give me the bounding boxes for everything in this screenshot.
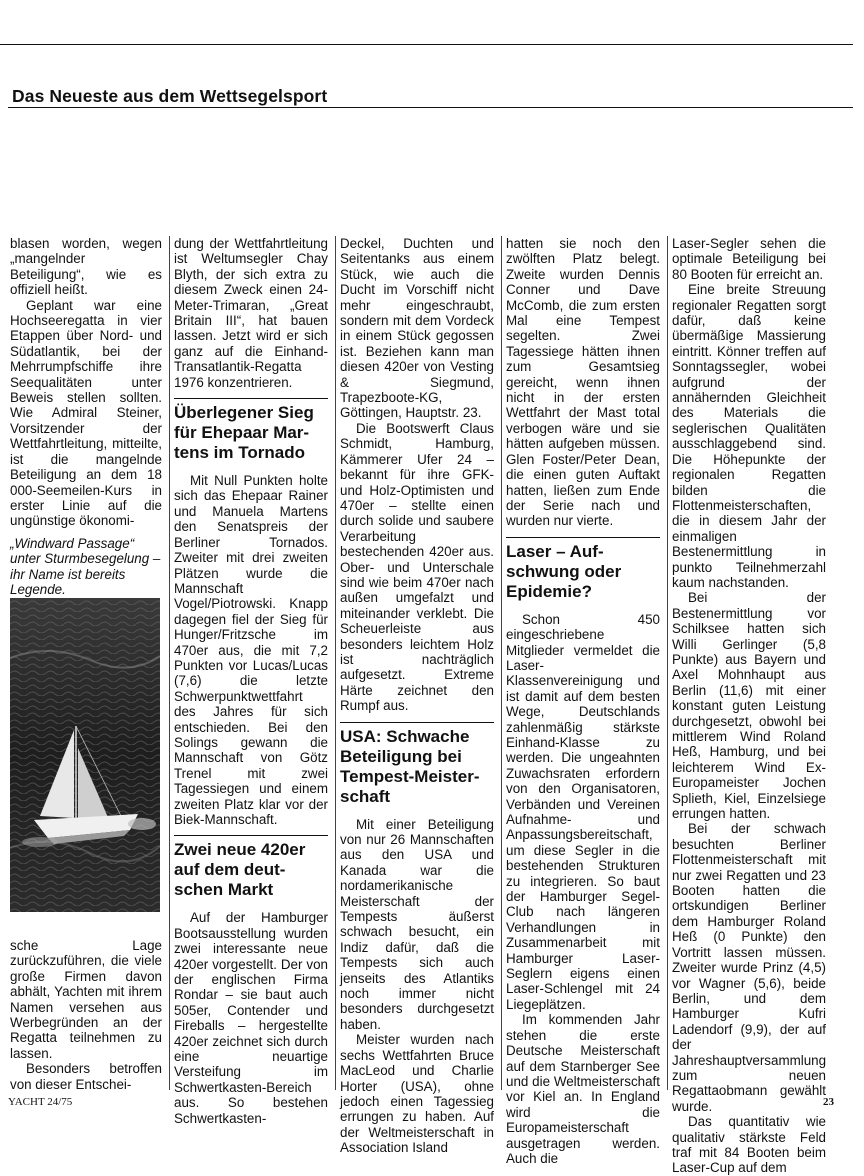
paragraph: Schon 450 eingeschriebene Mitglieder vermeldet die Laser-Klassenvereinigung und ist damit auf dem besten Wege, Deutschlands zahlenmäßig stärkste Einhand-Klasse zu werden. Die ungeahnten Zuwachsraten erfordern von den Organisatoren, Verbänden und Vereinen Aufnahme- und Anpassungsbereitschaft, um diese Segler in die bestehenden Strukturen zu integrieren. So baut der Hamburger Segel-Club nach längeren Verhandlungen in Zusammenarbeit mit Hamburger Laser-Seglern eigens einen Laser-Schlengel mit 24 Liegeplätzen. bbox=[506, 611, 660, 1012]
paragraph: dung der Wettfahrtleitung ist Weltumsegler Chay Blyth, der sich extra zu diesem Zweck einen 24-Meter-Trimaran, „Great Britain III“, hat bauen lassen. Jetzt wird er sich ganz auf die Einhand-Transatlantik-Regatta 1976 konzentrieren. bbox=[174, 236, 328, 390]
paragraph: Die Bootswerft Claus Schmidt, Hamburg, Kämmerer Ufer 24 – bekannt für ihre GFK- und Holz-Optimisten und 470er – stellte einen durch solide und saubere Verarbeitung bestechenden 420er aus. Ober- und Unterschale sind wie beim 470er nach außen umgefalzt und miteinander verklebt. Die Scheuerleiste aus besonders leichtem Holz ist nachträglich aufgesetzt. Extreme Härte zeichnet den Rumpf aus. bbox=[340, 420, 494, 714]
paragraph: Bei der Bestenermittlung vor Schilksee hatten sich Willi Gerlinger (5,8 Punkte) aus Bayern und Axel Mohnhaupt aus Berlin (11,6) mit einer konstant guten Leistung durchgesetzt, obwohl bei mittlerem Wind Roland Heß, Hamburg, und bei leichterem Wind Ex-Europameister Jochen Splieth, Kiel, Einzelsiege errungen hatten. bbox=[672, 590, 826, 822]
headline-line: für Ehepaar Mar- bbox=[174, 423, 310, 443]
photo-caption: „Windward Passage“ unter Sturmbesegelung – ihr Name ist bereits Legende. bbox=[10, 536, 161, 598]
column-divider bbox=[501, 236, 502, 1090]
paragraph: Meister wurden nach sechs Wettfahrten Bruce MacLeod und Charlie Horter (USA), ohne jedoch einen Tagessieg errungen zu haben. Auf der Weltmeisterschaft in Association Island bbox=[340, 1032, 494, 1156]
headline-line: USA: Schwache bbox=[340, 726, 470, 746]
article-headline-420er bbox=[174, 835, 328, 900]
headline-line: Tempest-Meister- bbox=[340, 766, 480, 786]
paragraph: Bei der schwach besuchten Berliner Flottenmeisterschaft mit nur zwei Regatten und 23 Booten hatten die ortskundigen Berliner dem Hamburger Roland Heß (0 Punkte) den Vortritt lassen müssen. Zweiter wurde Prinz (4,5) vor Wagner (5,6), beide Berlin, und dem Hamburger Kufri Ladendorf (9,9), der auf der Jahreshauptversammlung zum neuen Regattaobmann gewählt wurde. bbox=[672, 821, 827, 1114]
sailing-yacht-image bbox=[10, 598, 160, 912]
article-headline-tornado bbox=[174, 398, 328, 463]
column-divider bbox=[335, 236, 336, 1090]
article-headline-tempest bbox=[340, 722, 494, 807]
column-2 bbox=[174, 236, 328, 1126]
page-number: 23 bbox=[823, 1096, 834, 1108]
headline-line: auf dem deut- bbox=[174, 860, 286, 880]
paragraph: Im kommenden Jahr stehen die erste Deutsche Meisterschaft auf dem Starnberger See und die Weltmeisterschaft vor Kiel an. In England wird die Europameisterschaft ausgetragen werden. Auch die bbox=[506, 1012, 660, 1166]
headline-line: Beteiligung bei bbox=[340, 746, 462, 766]
headline-line: Laser – Auf- bbox=[506, 541, 604, 561]
headline-line: Epidemie? bbox=[506, 581, 592, 601]
column-divider bbox=[667, 236, 668, 1090]
column-3 bbox=[340, 236, 494, 1156]
headline-line: Überlegener Sieg bbox=[174, 403, 314, 423]
top-rule bbox=[0, 44, 853, 45]
paragraph: Geplant war eine Hochseeregatta in vier Etappen über Nord- und Südatlantik, bei der Mehrrumpfschiffe ihre Seequalitäten unter Beweis stellen sollten. Wie Admiral Steiner, Vorsitzender der Wettfahrtleitung, mitteilte, ist die mangelnde Beteiligung an dem 18 000-Seemeilen-Kurs in erster Linie auf die ungünstige ökonomi- bbox=[10, 297, 162, 529]
headline-line: schaft bbox=[340, 786, 391, 806]
article-headline-laser bbox=[506, 537, 660, 602]
column-5 bbox=[672, 236, 826, 1176]
paragraph: Mit Null Punkten holte sich das Ehepaar Rainer und Manuela Martens den Senatspreis der Berliner Tornados. Zweiter mit drei zweiten Plätzen wurde die Mannschaft Vogel/Piotrowski. Knapp dagegen fiel der Sieg für Hunger/Fritzsche im 470er aus, die mit 7,2 Punkten vor Lucas/Lucas (7,6) die letzte Schwerpunktwettfahrt des Jahres für sich entschieden. Bei den Solings gewann die Mannschaft von Götz Trenel mit zwei Tagessiegen und einem zweiten Platz klar vor der Biek-Mannschaft. bbox=[174, 473, 328, 827]
column-1 bbox=[10, 236, 162, 529]
paragraph: Das quantitativ wie qualitativ stärkste Feld traf mit 84 Booten beim Laser-Cup auf dem bbox=[672, 1114, 826, 1176]
paragraph: Mit einer Beteiligung von nur 26 Mannschaften aus den USA und Kanada war die nordamerikanische Meisterschaft der Tempests äußerst schwach besucht, ein Indiz dafür, daß die Tempests sich auch jenseits des Atlantiks noch immer nicht besonders durchgesetzt haben. bbox=[340, 816, 494, 1032]
column-divider bbox=[169, 236, 170, 1090]
column-1-bottom bbox=[10, 938, 162, 1092]
section-title-rule bbox=[8, 107, 853, 108]
paragraph: Deckel, Duchten und Seitentanks aus einem Stück, wie auch die Ducht im Vorschiff nicht mehr eingeschraubt, sondern mit dem Vordeck in einem Stück gegossen ist. Beziehen kann man diesen 420er von Vesting & Siegmund, Trapezboote-KG, Göttingen, Hauptstr. 23. bbox=[340, 236, 494, 421]
column-4 bbox=[506, 236, 660, 1166]
paragraph: sche Lage zurückzuführen, die viele große Firmen davon abhält, Yachten mit ihrem Namen versehen aus Werbegründen an der Regatta teilnehmen zu lassen. bbox=[10, 938, 162, 1061]
headline-line: schwung oder bbox=[506, 561, 622, 581]
headline-line: tens im Tornado bbox=[174, 443, 305, 463]
paragraph: Eine breite Streuung regionaler Regatten sorgt dafür, daß keine übermäßige Massierung eintritt. Könner treffen auf Sonntagssegler, wobei aufgrund der annähernden Gleichheit des Materials die seglerischen Qualitäten ausschlaggebend sind. Die Höhepunkte der regionalen Regatten bilden die Flottenmeisterschaften, die in diesem Jahr der einmaligen Bestenermittlung in punkto Teilnehmerzahl kaum nachstanden. bbox=[672, 282, 826, 590]
paragraph: blasen worden, wegen „mangelnder Beteiligung“, wie es offiziell heißt. bbox=[10, 236, 162, 298]
headline-line: Zwei neue 420er bbox=[174, 840, 306, 860]
section-title: Das Neueste aus dem Wettsegelsport bbox=[12, 86, 328, 106]
sailing-yacht-photo bbox=[10, 598, 160, 912]
paragraph: Auf der Hamburger Bootsausstellung wurden zwei interessante neue 420er vorgestellt. Der von der englischen Firma Rondar – sie baut auch 505er, Contender und Fireballs – hergestellte 420er zeichnet sich durch eine neuartige Versteifung im Schwertkasten-Bereich aus. So bestehen Schwertkasten- bbox=[174, 910, 328, 1126]
paragraph: Besonders betroffen von dieser Entschei- bbox=[10, 1061, 162, 1092]
headline-line: schen Markt bbox=[174, 880, 274, 900]
magazine-issue: YACHT 24/75 bbox=[8, 1096, 73, 1108]
paragraph: Laser-Segler sehen die optimale Beteiligung bei 80 Booten für erreicht an. bbox=[672, 236, 826, 282]
paragraph: hatten sie noch den zwölften Platz belegt. Zweite wurden Dennis Conner und Dave McComb, die zum ersten Mal eine Tempest segelten. Zwei Tagessiege hätten ihnen zum Gesamtsieg gereicht, wenn ihnen nicht in der ersten Wettfahrt der Mast total verbogen wäre und sie hätten aufgeben müssen. Glen Foster/Peter Dean, die einen guten Auftakt hatten, ließen zum Ende der Serie nach und wurden nur vierte. bbox=[506, 236, 660, 529]
